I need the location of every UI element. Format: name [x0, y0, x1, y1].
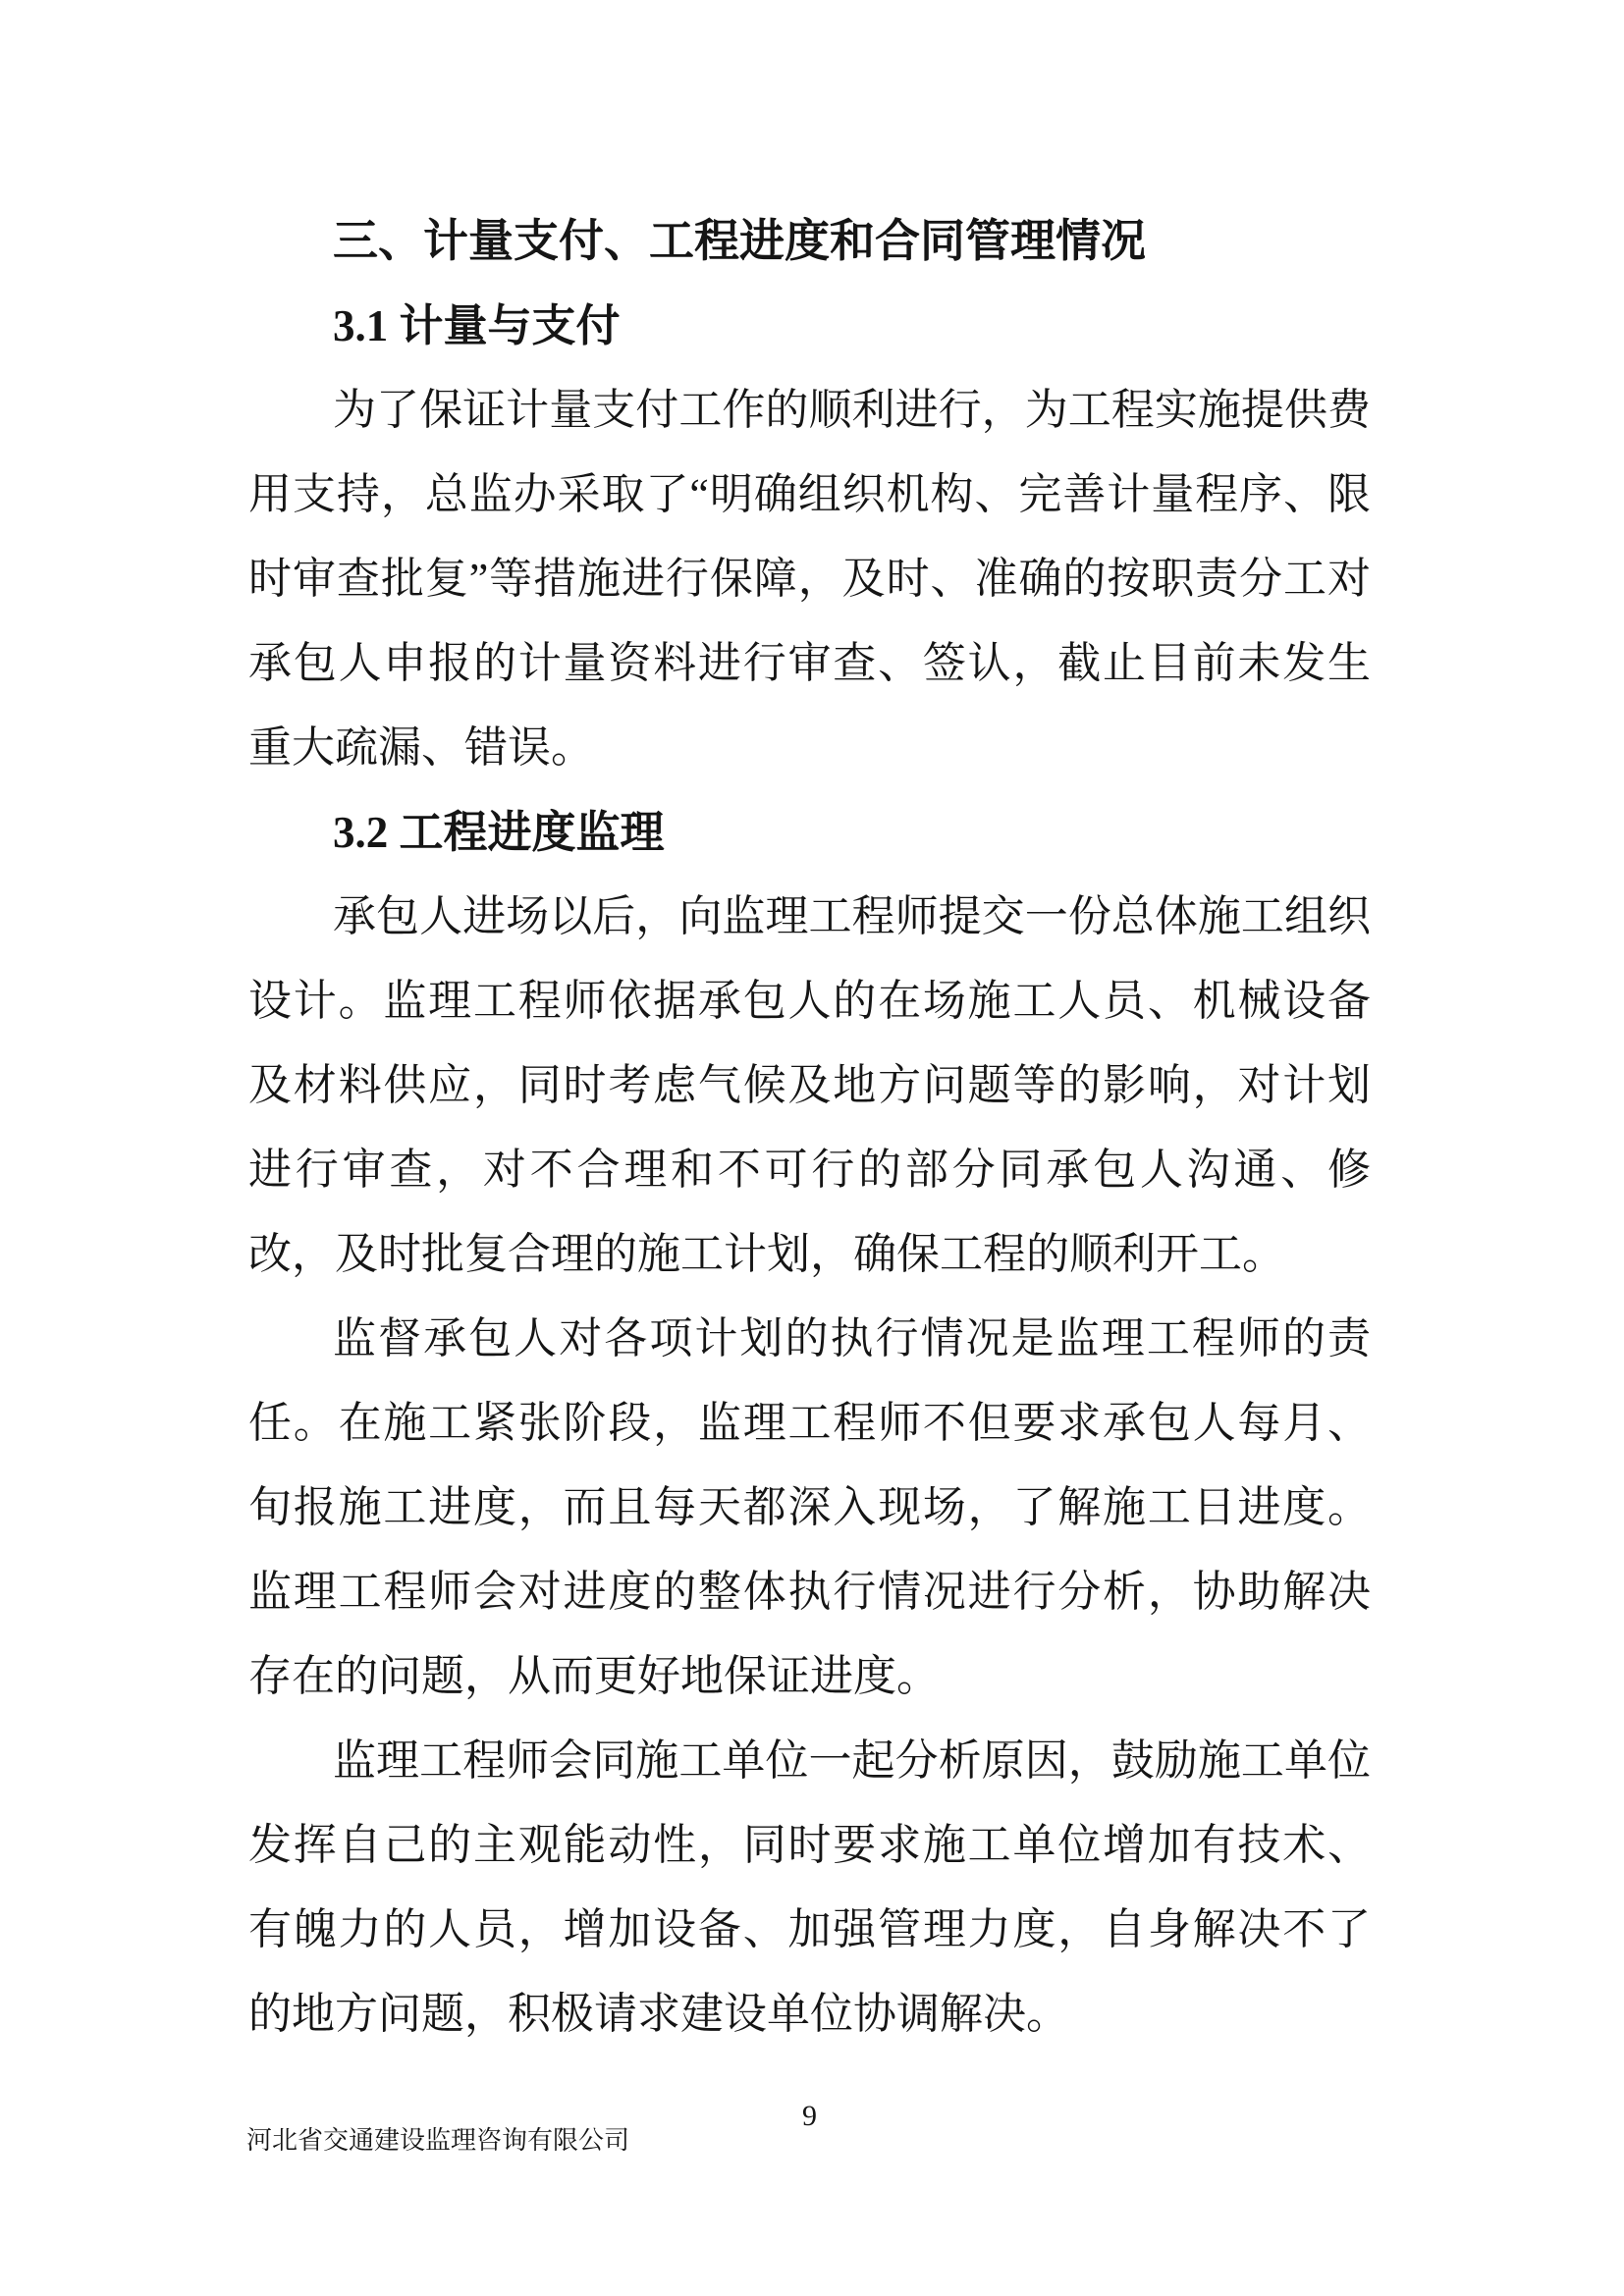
footer-company-name: 河北省交通建设监理咨询有限公司 [246, 2126, 630, 2155]
chapter-title: 三、计量支付、工程进度和合同管理情况 [333, 216, 1146, 266]
section-heading-3-2: 3.2 工程进度监理 [333, 808, 665, 857]
paragraph-3-2-2: 监督承包人对各项计划的执行情况是监理工程师的责任。在施工紧张阶段，监理工程师不但要求承包人每月、旬报施工进度，而且每天都深入现场，了解施工日进度。监理工程师会对进度的整体执行情况进行分析，协助解决存在的问题，从而更好地保证进度。 [248, 1314, 1371, 1700]
paragraph-3-2-3: 监理工程师会同施工单位一起分析原因，鼓励施工单位发挥自己的主观能动性，同时要求施工单位增加有技术、有魄力的人员，增加设备、加强管理力度，自身解决不了的地方问题，积极请求建设单位协调解决。 [248, 1736, 1371, 2038]
document-body [248, 199, 1371, 2056]
section-heading-3-1: 3.1 计量与支付 [333, 301, 621, 350]
paragraph-3-2-1: 承包人进场以后，向监理工程师提交一份总体施工组织设计。监理工程师依据承包人的在场施工人员、机械设备及材料供应，同时考虑气候及地方问题等的影响，对计划进行审查，对不合理和不可行的部分同承包人沟通、修改，及时批复合理的施工计划，确保工程的顺利开工。 [248, 892, 1371, 1278]
page-number: 9 [802, 2100, 817, 2132]
paragraph-3-1-1: 为了保证计量支付工作的顺利进行，为工程实施提供费用支持，总监办采取了“明确组织机构、完善计量程序、限时审查批复”等措施进行保障，及时、准确的按职责分工对承包人申报的计量资料进行审查、签认，截止目前未发生重大疏漏、错误。 [248, 386, 1371, 772]
